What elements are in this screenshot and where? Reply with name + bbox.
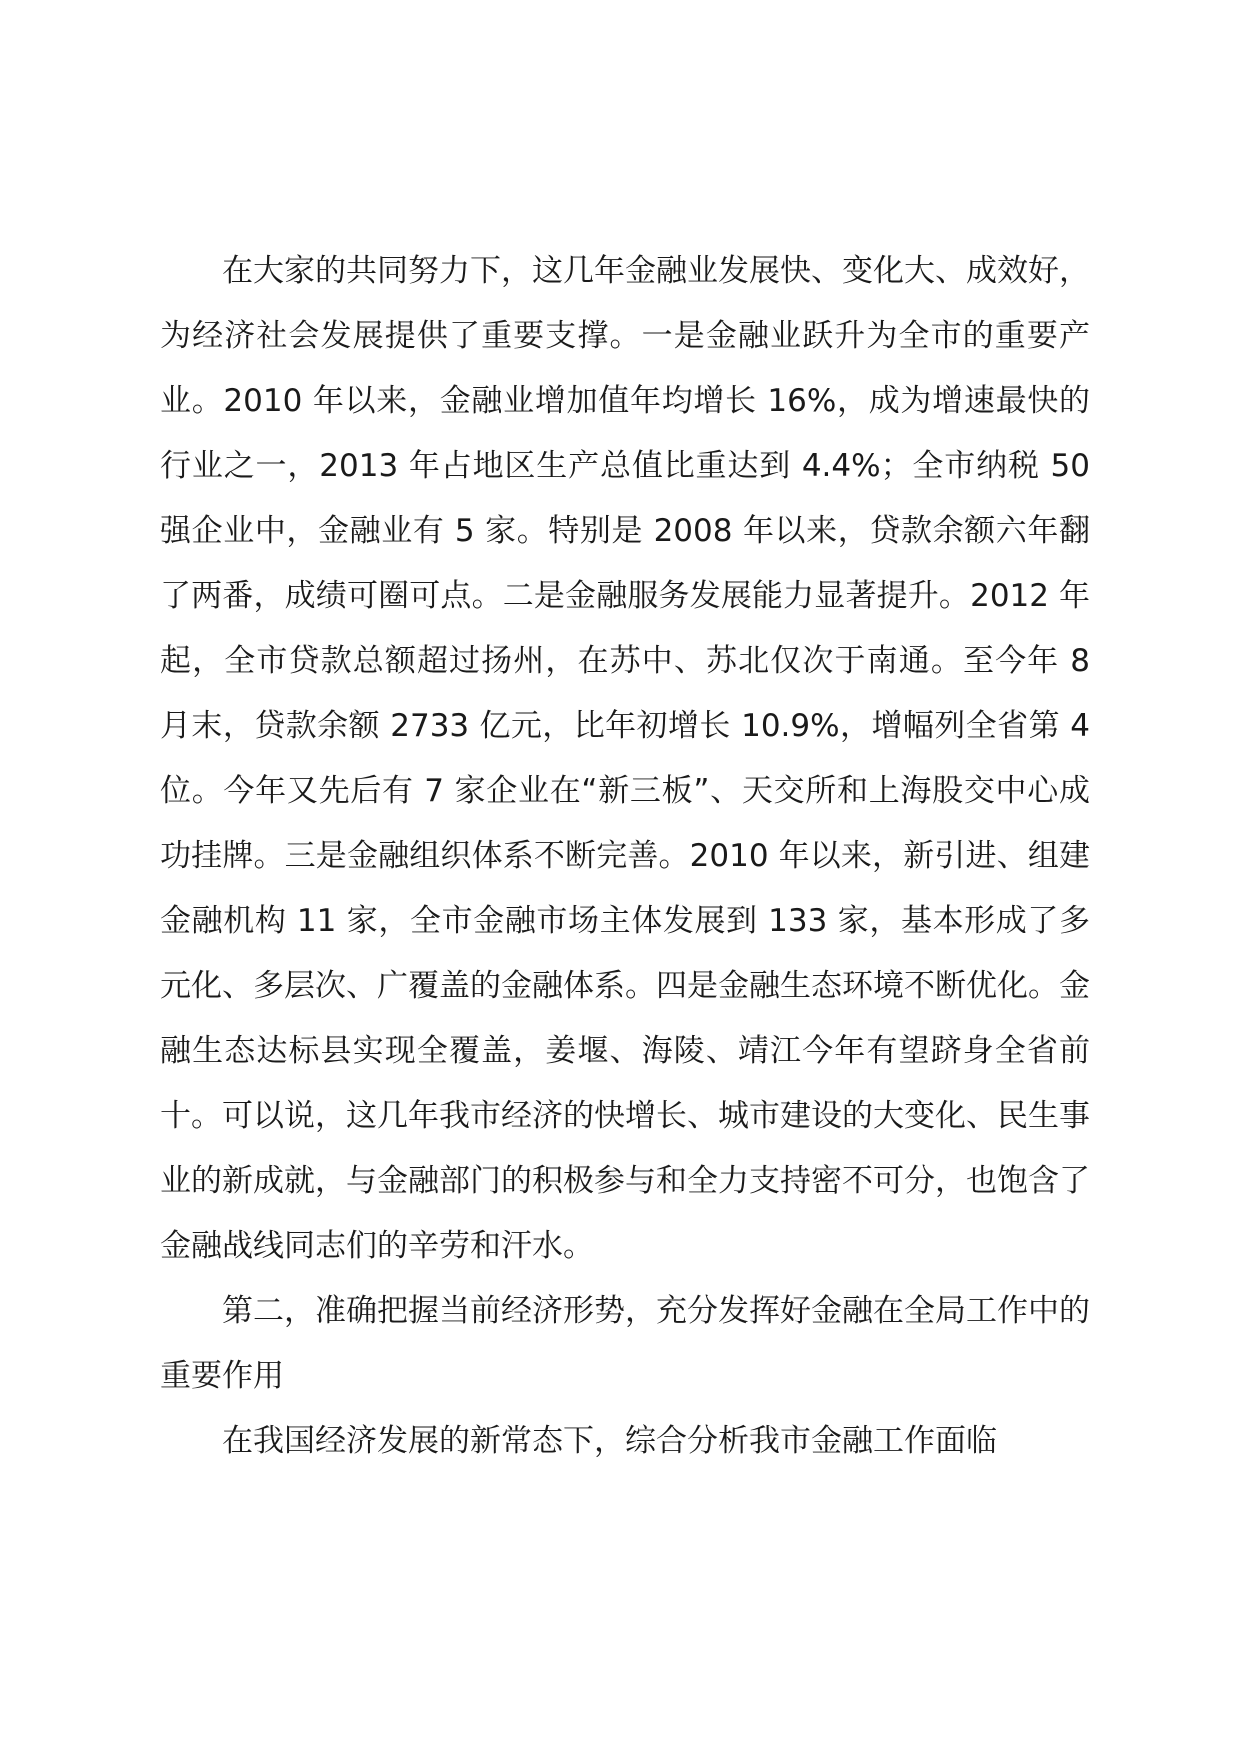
paragraph-new-normal: 在我国经济发展的新常态下，综合分析我市金融工作面临 (222, 1423, 997, 1459)
section-heading-second: 第二，准确把握当前经济形势，充分发挥好金融在全局工作中的重要作用 (160, 1293, 1090, 1394)
paragraph-achievements: 在大家的共同努力下，这几年金融业发展快、变化大、成效好，为经济社会发展提供了重要支撑。一是金融业跃升为全市的重要产业。2010 年以来，金融业增加值年均增长 16%，成为增速最快的行业之一，2013 年占地区生产总值比重达到 4.4%；全市纳税 50 强企业中，金融业有 5 家。特别是 2008 年以来，贷款余额六年翻了两番，成绩可圈可点。二是金融服务发展能力显著提升。2012 年起，全市贷款总额超过扬州，在苏中、苏北仅次于南通。至今年 8 月末，贷款余额 2733 亿元，比年初增长 10.9%，增幅列全省第 4 位。今年又先后有 7 家企业在“新三板”、天交所和上海股交中心成功挂牌。三是金融组织体系不断完善。2010 年以来，新引进、组建金融机构 11 家，全市金融市场主体发展到 133 家，基本形成了多元化、多层次、广覆盖的金融体系。四是金融生态环境不断优化。金融生态达标县实现全覆盖，姜堰、海陵、靖江今年有望跻身全省前十。可以说，这几年我市经济的快增长、城市建设的大变化、民生事业的新成就，与金融部门的积极参与和全力支持密不可分，也饱含了金融战线同志们的辛劳和汗水。 (160, 253, 1090, 1264)
document-body (160, 239, 1090, 1474)
